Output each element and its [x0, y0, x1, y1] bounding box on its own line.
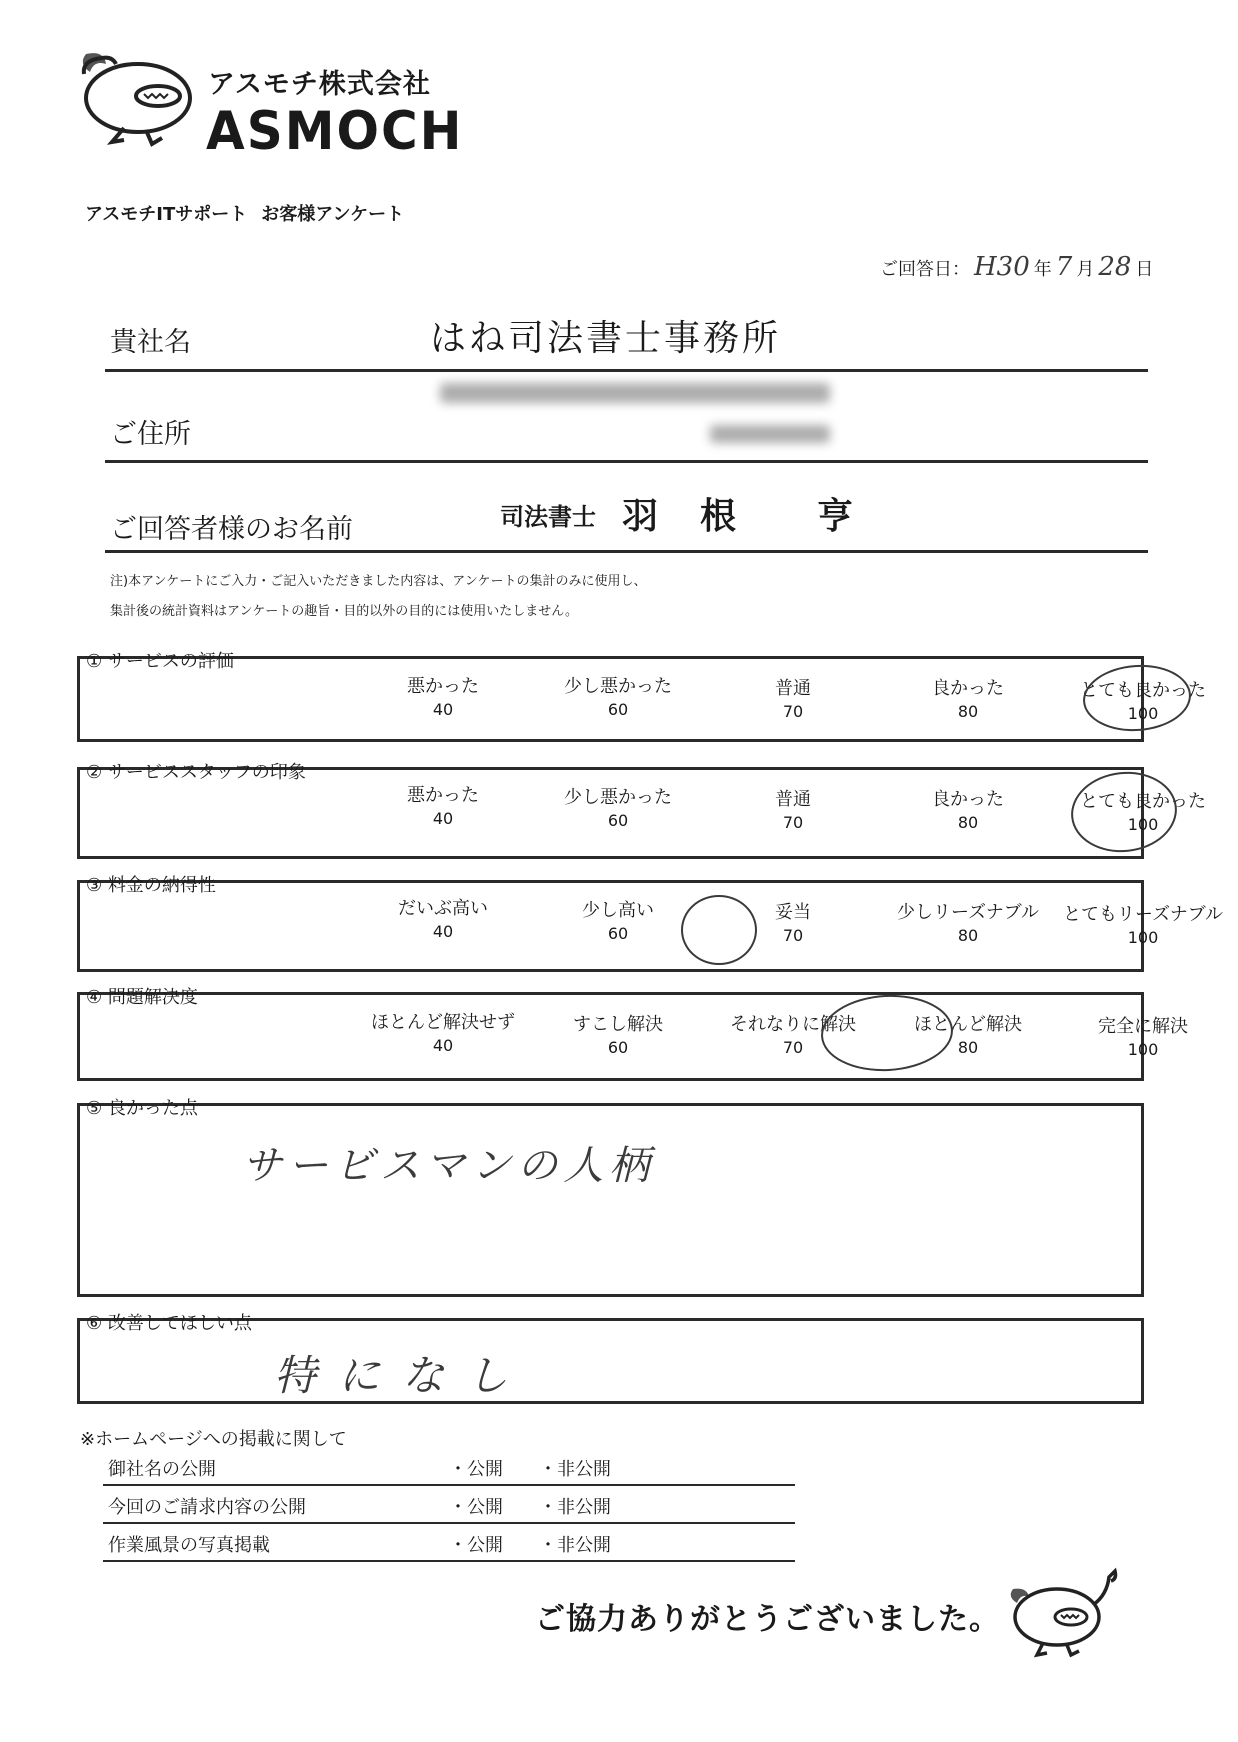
- rating-option[interactable]: [708, 788, 878, 834]
- good-points-box: [77, 1098, 1144, 1297]
- company-field-value: はね司法書士事務所: [430, 318, 782, 359]
- rating-option[interactable]: [533, 1013, 703, 1059]
- option-label: 少しリーズナブル: [896, 902, 1040, 923]
- option-score: 80: [957, 702, 979, 721]
- option-score: 70: [782, 1038, 804, 1057]
- option-label: 少し高い: [582, 900, 654, 921]
- option-score: 40: [432, 922, 454, 941]
- answer-date-month-unit: 月: [1076, 259, 1095, 280]
- answer-date-year: H30: [974, 252, 1030, 282]
- website-row-label: 今回のご請求内容の公開: [108, 1497, 306, 1518]
- option-score: 80: [957, 926, 979, 945]
- public-option[interactable]: ・公開: [449, 1459, 503, 1480]
- public-option[interactable]: ・公開: [449, 1535, 503, 1556]
- address-redacted-line-1: [440, 383, 830, 403]
- respondent-field-line: [105, 550, 1148, 553]
- survey-title-text: お客様アンケート: [261, 204, 405, 225]
- mascot-logo-icon: [76, 44, 206, 154]
- answer-date-day: 28: [1098, 252, 1132, 282]
- option-score: 100: [1127, 815, 1159, 834]
- website-row-company-name: [103, 1447, 795, 1486]
- question-box: [77, 651, 1206, 742]
- website-row-photos: [103, 1523, 795, 1562]
- option-label: 普通: [775, 789, 811, 810]
- company-name-jp: アスモチ株式会社: [208, 69, 431, 100]
- question-title: ④ 問題解決度: [86, 987, 198, 1008]
- rating-option[interactable]: [708, 677, 878, 723]
- option-score: 40: [432, 809, 454, 828]
- private-option[interactable]: ・非公開: [539, 1535, 611, 1556]
- company-name-en: ASMOCH: [206, 100, 464, 162]
- mascot-waving-icon: [1005, 1565, 1130, 1660]
- website-row-label: 御社名の公開: [108, 1459, 216, 1480]
- option-score: 100: [1127, 928, 1159, 947]
- public-option[interactable]: ・公開: [449, 1497, 503, 1518]
- improvements-title: ⑥ 改善してほしい点: [86, 1313, 252, 1334]
- selected-circle-mark: [681, 895, 757, 965]
- rating-option[interactable]: [358, 784, 528, 830]
- answer-date-label: ご回答日：: [880, 259, 970, 280]
- website-row-label: 作業風景の写真掲載: [108, 1535, 270, 1556]
- note-line-1: 注)本アンケートにご入力・ご記入いただきました内容は、アンケートの集計のみに使用し、: [110, 574, 647, 589]
- private-option[interactable]: ・非公開: [539, 1459, 611, 1480]
- rating-option[interactable]: [883, 677, 1053, 723]
- option-score: 80: [957, 1038, 979, 1057]
- question-title: ③ 料金の納得性: [86, 875, 216, 896]
- option-label: だいぶ高い: [398, 898, 488, 919]
- option-label: 悪かった: [407, 785, 479, 806]
- option-label: 完全に解決: [1098, 1016, 1188, 1037]
- rating-option[interactable]: [1048, 903, 1238, 949]
- option-label: ほとんど解決: [914, 1014, 1022, 1035]
- respondent-name: 羽 根 亨: [622, 496, 857, 537]
- question-title: ② サービススタッフの印象: [86, 762, 306, 783]
- rating-option[interactable]: [358, 675, 528, 721]
- question-box: [77, 875, 1224, 972]
- option-label: とてもリーズナブル: [1062, 904, 1224, 925]
- address-field-label: ご住所: [110, 419, 191, 450]
- rating-option[interactable]: [533, 899, 703, 945]
- option-label: 悪かった: [407, 676, 479, 697]
- answer-date: [880, 252, 1153, 282]
- survey-brand: アスモチITサポート: [85, 204, 248, 225]
- option-score: 40: [432, 1036, 454, 1055]
- website-publication-title: ※ホームページへの掲載に関して: [80, 1429, 347, 1450]
- rating-option[interactable]: [883, 788, 1053, 834]
- rating-option[interactable]: [883, 901, 1053, 947]
- option-score: 60: [607, 700, 629, 719]
- address-field-line: [105, 460, 1148, 463]
- rating-option[interactable]: [533, 786, 703, 832]
- option-score: 60: [607, 811, 629, 830]
- option-label: とても良かった: [1080, 680, 1206, 701]
- answer-date-month: 7: [1055, 252, 1073, 282]
- option-score: 80: [957, 813, 979, 832]
- rating-option[interactable]: [348, 1011, 538, 1057]
- option-score: 100: [1127, 704, 1159, 723]
- address-redacted-line-2: [710, 425, 830, 443]
- question-box: [77, 762, 1206, 859]
- respondent-title: 司法書士: [500, 503, 596, 531]
- option-score: 100: [1127, 1040, 1159, 1059]
- option-label: 妥当: [775, 902, 811, 923]
- selected-circle-mark: [1067, 767, 1181, 858]
- website-row-billing: [103, 1485, 795, 1524]
- respondent-field-label: ご回答者様のお名前: [110, 514, 353, 545]
- closing-message: ご協力ありがとうございました。: [535, 1602, 1000, 1637]
- option-score: 60: [607, 924, 629, 943]
- good-points-title: ⑤ 良かった点: [86, 1098, 198, 1119]
- option-score: 40: [432, 700, 454, 719]
- survey-title: [85, 200, 404, 226]
- option-score: 70: [782, 702, 804, 721]
- option-label: 少し悪かった: [564, 787, 672, 808]
- option-score: 70: [782, 926, 804, 945]
- rating-option[interactable]: [1058, 1015, 1228, 1061]
- rating-option[interactable]: [533, 675, 703, 721]
- option-label: とても良かった: [1080, 791, 1206, 812]
- company-field-label: 貴社名: [110, 327, 191, 358]
- answer-date-day-unit: 日: [1135, 259, 1154, 280]
- option-label: ほとんど解決せず: [371, 1012, 515, 1033]
- selected-circle-mark: [819, 992, 955, 1075]
- question-box: [77, 987, 1188, 1081]
- option-score: 60: [607, 1038, 629, 1057]
- option-label: 良かった: [932, 789, 1004, 810]
- option-label: すこし解決: [573, 1014, 663, 1035]
- option-score: 70: [782, 813, 804, 832]
- option-label: 普通: [775, 678, 811, 699]
- option-label: 少し悪かった: [564, 676, 672, 697]
- good-points-answer: サービスマンの人柄: [242, 1143, 656, 1189]
- improvements-box: [77, 1313, 1144, 1404]
- answer-date-year-unit: 年: [1033, 259, 1052, 280]
- rating-option[interactable]: [358, 897, 528, 943]
- question-title: ① サービスの評価: [86, 651, 234, 672]
- company-field-line: [105, 369, 1148, 372]
- improvements-answer: 特になし: [274, 1351, 531, 1400]
- option-label: 良かった: [932, 678, 1004, 699]
- option-label: それなりに解決: [730, 1014, 856, 1035]
- private-option[interactable]: ・非公開: [539, 1497, 611, 1518]
- note-line-2: 集計後の統計資料はアンケートの趣旨・目的以外の目的には使用いたしません。: [110, 604, 579, 619]
